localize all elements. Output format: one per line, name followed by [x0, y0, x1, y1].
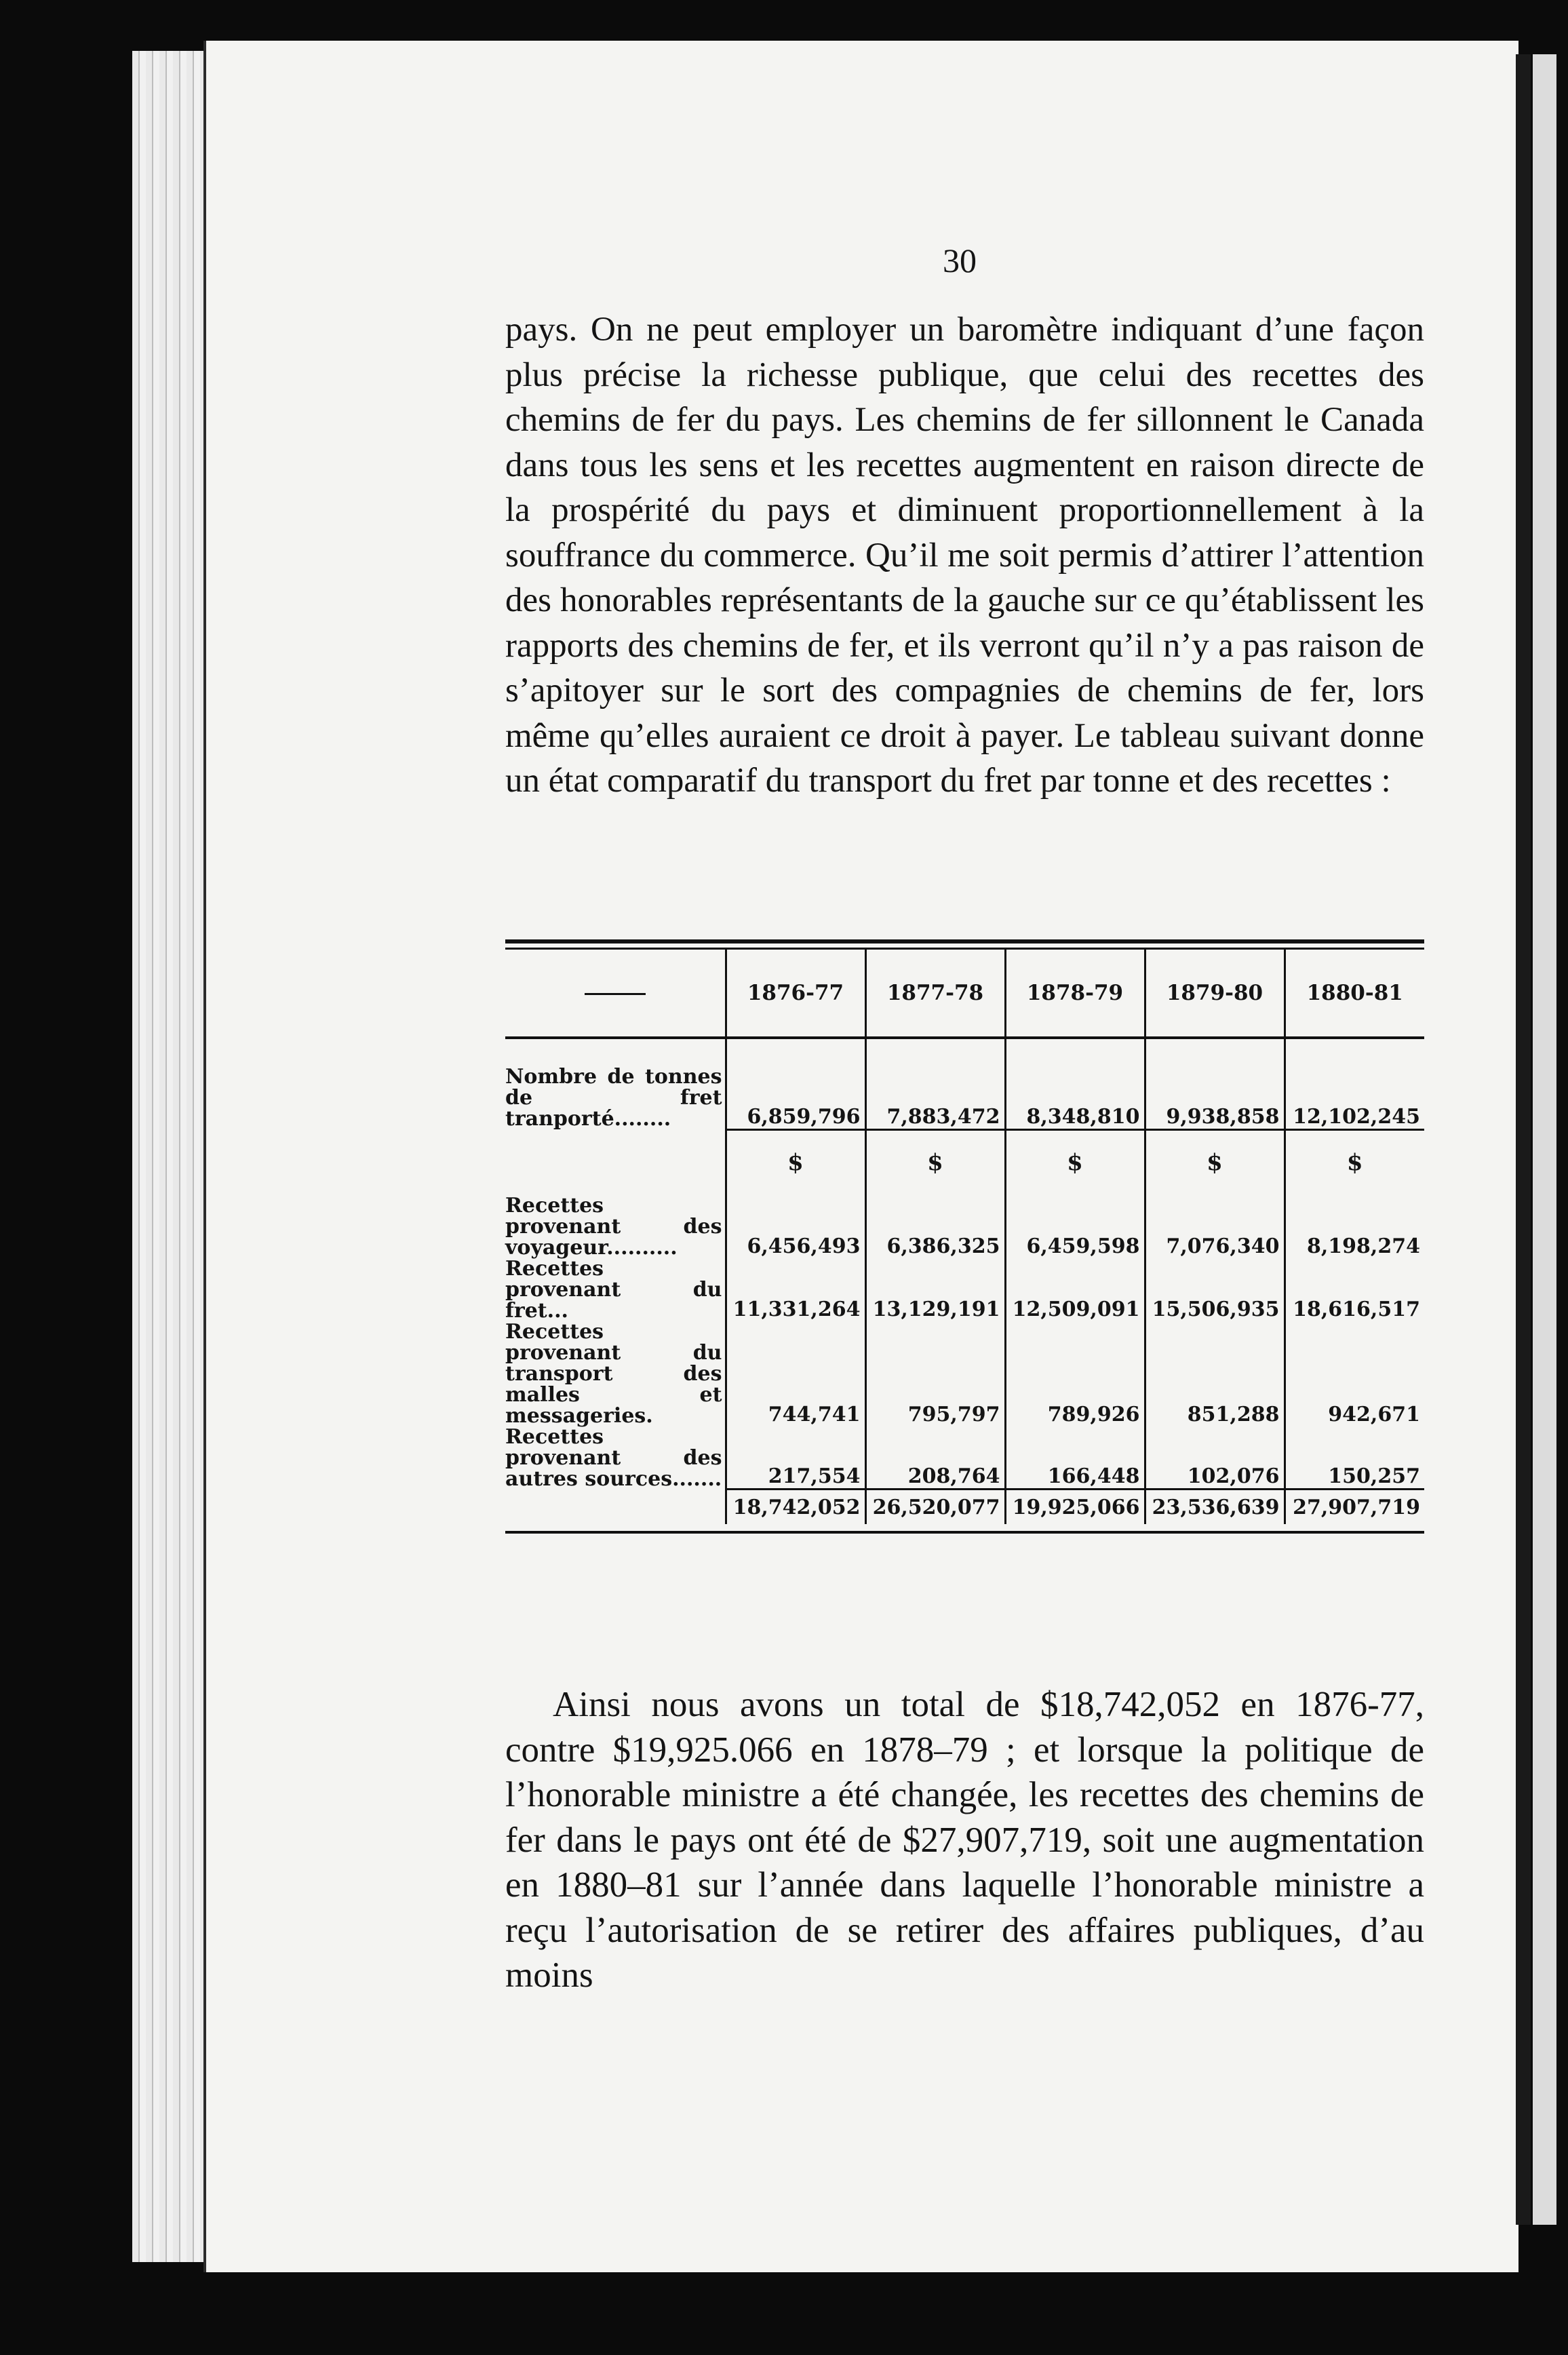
table-cell: 12,102,245 — [1285, 1038, 1424, 1129]
header-year: 1878-79 — [1005, 950, 1145, 1038]
row-label: Nombre de tonnes de fret tranporté........ — [505, 1065, 722, 1131]
table-cell: 208,764 — [865, 1426, 1005, 1490]
total-cell: 18,742,052 — [726, 1490, 865, 1525]
header-year: 1879-80 — [1145, 950, 1285, 1038]
table-row-total — [505, 1490, 1424, 1525]
table-cell: 8,348,810 — [1005, 1038, 1145, 1129]
table-cell: 12,509,091 — [1005, 1258, 1145, 1321]
header-year: 1877-78 — [865, 950, 1005, 1038]
total-cell: 26,520,077 — [865, 1490, 1005, 1525]
table-header-row — [505, 950, 1424, 1038]
row-label: Recettes provenant des autres sources....... — [505, 1424, 722, 1491]
table-row — [505, 1321, 1424, 1426]
table-cell: 942,671 — [1285, 1321, 1424, 1426]
table-row-tonnage — [505, 1038, 1424, 1129]
table-row-currency — [505, 1129, 1424, 1195]
table-cell: 102,076 — [1145, 1426, 1285, 1490]
table-cell: 789,926 — [1005, 1321, 1145, 1426]
page-border — [1516, 54, 1531, 2225]
table-cell: 150,257 — [1285, 1426, 1424, 1490]
total-cell: 23,536,639 — [1145, 1490, 1285, 1525]
header-year: 1880-81 — [1285, 950, 1424, 1038]
table-cell: 11,331,264 — [726, 1258, 865, 1321]
row-label: Recettes provenant des voyageur.......... — [505, 1193, 722, 1260]
table-cell: 6,859,796 — [726, 1038, 865, 1129]
row-label: Recettes provenant du fret... — [505, 1256, 722, 1323]
table-cell: 8,198,274 — [1285, 1195, 1424, 1258]
next-page-edge — [1533, 54, 1556, 2225]
table-bottom-rule — [505, 1531, 1424, 1534]
table-cell: 795,797 — [865, 1321, 1005, 1426]
empty-cell — [505, 1490, 726, 1525]
total-cell: 27,907,719 — [1285, 1490, 1424, 1525]
paragraph-conclusion: Ainsi nous avons un total de $18,742,052 en 1876-77, contre $19,925.066 en 1878–79 ; et lorsque la politique de l’honorable ministre a été changée, les recettes des chemins de fer dans le pays ont été de $27,907,719, soit une augmentation en 1880–81 sur l’année dans laquelle l’honorable ministre a reçu l’autorisation de se retirer des affaires publiques, d’au moins — [505, 1685, 1424, 1995]
table-cell: 9,938,858 — [1145, 1038, 1285, 1129]
currency-symbol: $ — [726, 1129, 865, 1195]
currency-symbol: $ — [865, 1129, 1005, 1195]
table-cell: 166,448 — [1005, 1426, 1145, 1490]
table-cell: 15,506,935 — [1145, 1258, 1285, 1321]
table-cell: 6,456,493 — [726, 1195, 865, 1258]
header-year: 1876-77 — [726, 950, 865, 1038]
header-dash — [505, 950, 726, 1038]
table-row — [505, 1258, 1424, 1321]
table-row — [505, 1195, 1424, 1258]
table-cell: 851,288 — [1145, 1321, 1285, 1426]
table-cell: 7,883,472 — [865, 1038, 1005, 1129]
row-label: Recettes provenant du transport des malles et messageries. — [505, 1319, 722, 1428]
table-cell: 6,386,325 — [865, 1195, 1005, 1258]
table-cell: 18,616,517 — [1285, 1258, 1424, 1321]
currency-symbol: $ — [1145, 1129, 1285, 1195]
table-cell: 7,076,340 — [1145, 1195, 1285, 1258]
total-cell: 19,925,066 — [1005, 1490, 1145, 1525]
table-top-rule — [505, 939, 1424, 943]
paragraph-intro: pays. On ne peut employer un baromètre indiquant d’une façon plus précise la richesse publique, que celui des recettes des chemins de fer du pays. Les chemins de fer sillonnent le Canada dans tous les sens et les recettes augmentent en raison directe de la prospérité du pays et diminuent proportionnellement à la souffrance du commerce. Qu’il me soit permis d’attirer l’attention des honorables représentants de la gauche sur ce qu’établissent les rapports des chemins de fer, et ils verront qu’il n’y a pas raison de s’apitoyer sur le sort des compagnies de chemins de fer, lors même qu’elles auraient ce droit à payer. Le tableau suivant donne un état comparatif du transport du fret par tonne et des recettes : — [505, 311, 1424, 800]
table-cell: 6,459,598 — [1005, 1195, 1145, 1258]
table-cell: 217,554 — [726, 1426, 865, 1490]
table-row — [505, 1426, 1424, 1490]
currency-symbol: $ — [1285, 1129, 1424, 1195]
empty-cell — [505, 1129, 726, 1195]
table-cell: 744,741 — [726, 1321, 865, 1426]
page-number: 30 — [943, 241, 977, 279]
freight-receipts-table — [505, 939, 1424, 1534]
table-cell: 13,129,191 — [865, 1258, 1005, 1321]
currency-symbol: $ — [1005, 1129, 1145, 1195]
